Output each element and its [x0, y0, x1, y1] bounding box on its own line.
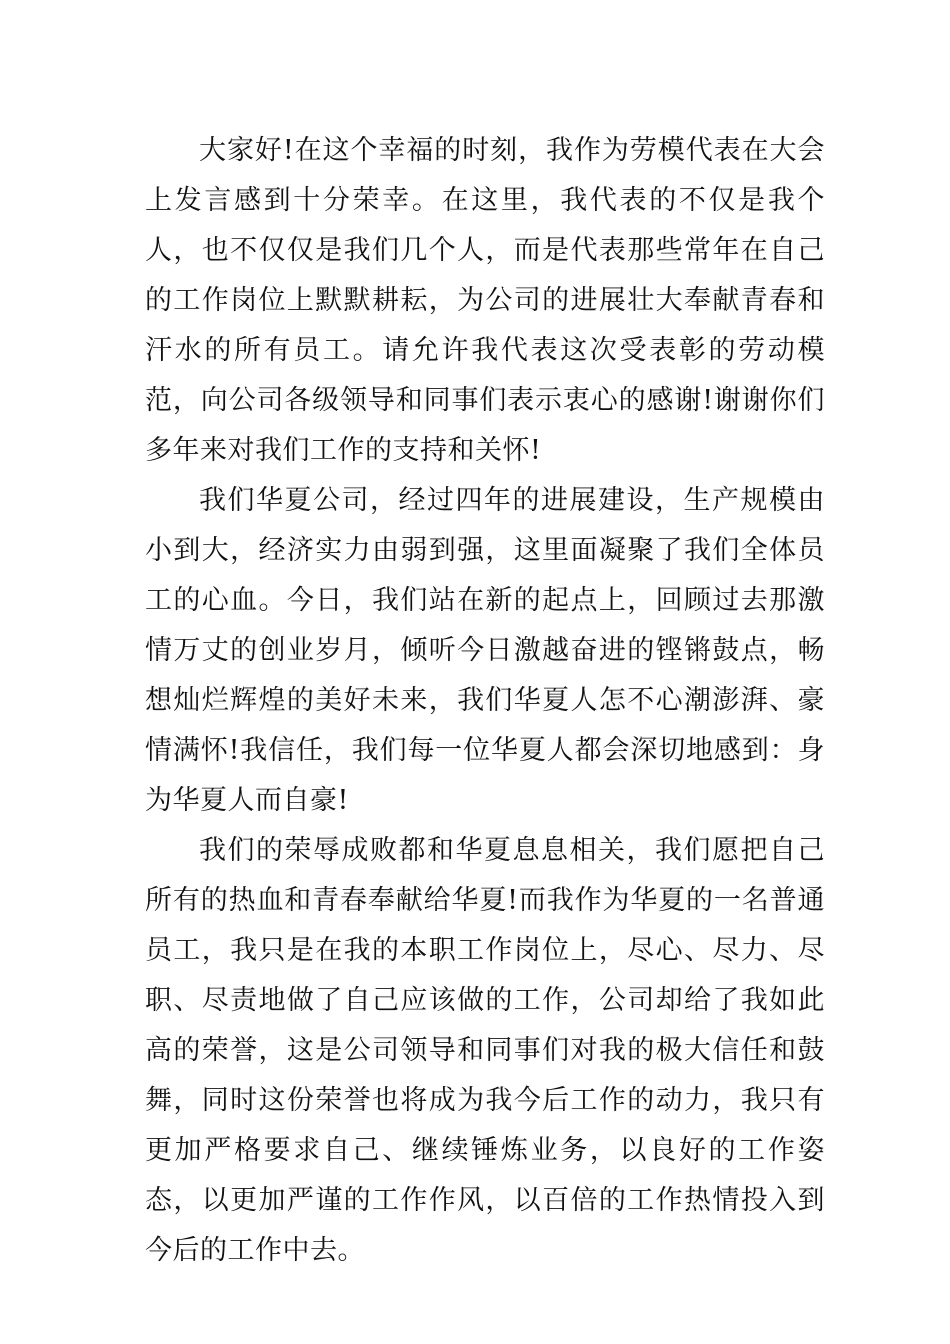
paragraph-1: 大家好!在这个幸福的时刻，我作为劳模代表在大会上发言感到十分荣幸。在这里，我代表的不仅是我个人，也不仅仅是我们几个人，而是代表那些常年在自己的工作岗位上默默耕耘，为公司的进展壮大奉献青春和汗水的所有员工。请允许我代表这次受表彰的劳动模范，向公司各级领导和同事们表示衷心的感谢!谢谢你们多年来对我们工作的支持和关怀!: [145, 135, 825, 466]
paragraph-2: 我们华夏公司，经过四年的进展建设，生产规模由小到大，经济实力由弱到强，这里面凝聚了我们全体员工的心血。今日，我们站在新的起点上，回顾过去那激情万丈的创业岁月，倾听今日激越奋进的铿锵鼓点，畅想灿烂辉煌的美好未来，我们华夏人怎不心潮澎湃、豪情满怀!我信任，我们每一位华夏人都会深切地感到：身为华夏人而自豪!: [145, 485, 825, 816]
paragraph-3: 我们的荣辱成败都和华夏息息相关，我们愿把自己所有的热血和青春奉献给华夏!而我作为华夏的一名普通员工，我只是在我的本职工作岗位上，尽心、尽力、尽职、尽责地做了自己应该做的工作，公司却给了我如此高的荣誉，这是公司领导和同事们对我的极大信任和鼓舞，同时这份荣誉也将成为我今后工作的动力，我只有更加严格要求自己、继续锤炼业务，以良好的工作姿态，以更加严谨的工作作风，以百倍的工作热情投入到今后的工作中去。: [145, 835, 825, 1266]
body-text: [145, 126, 825, 1276]
